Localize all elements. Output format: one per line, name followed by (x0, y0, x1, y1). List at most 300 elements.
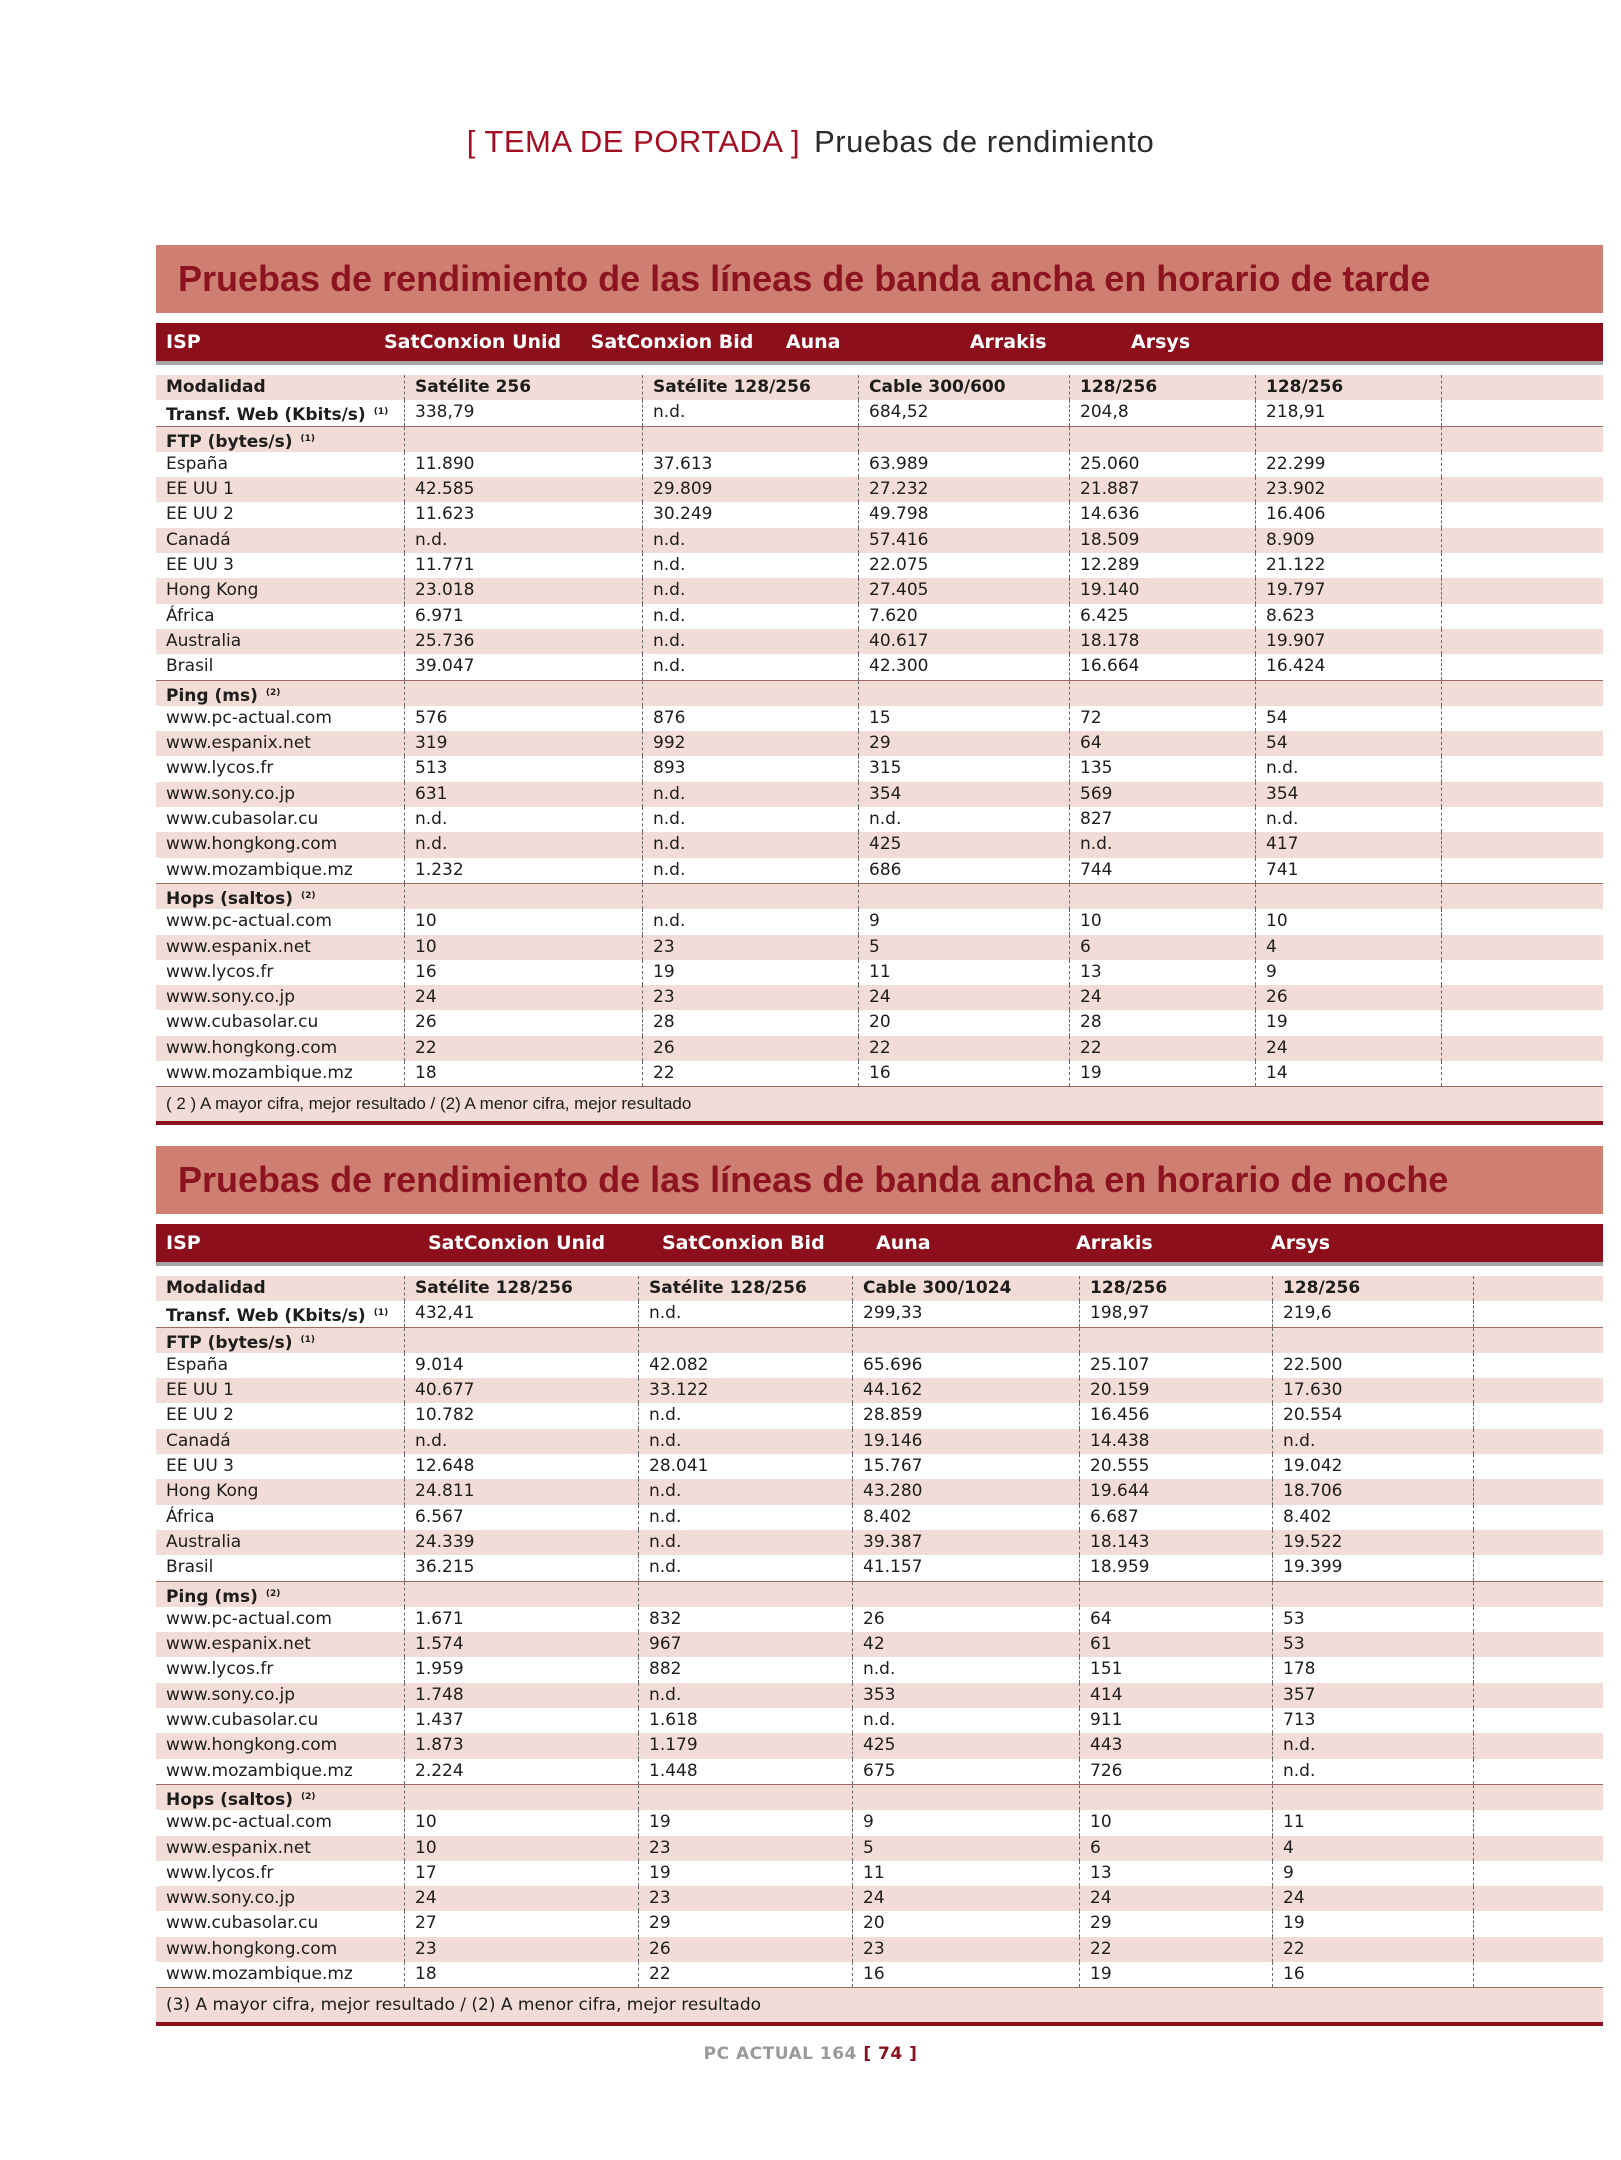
table-row (156, 1886, 1603, 1911)
row-label (156, 1555, 404, 1580)
table-cell: 8.909 (1255, 528, 1441, 553)
table-cell: 9 (1255, 960, 1441, 985)
row-label-text: Modalidad (166, 1278, 266, 1298)
row-label (156, 909, 404, 934)
row-label-text: Hong Kong (166, 1481, 259, 1502)
table-row (156, 756, 1603, 781)
column-header: SatConxion Unid (384, 331, 562, 353)
row-label-text: Transf. Web (Kbits/s) (166, 405, 366, 426)
row-label-text: Canadá (166, 1430, 231, 1451)
table-cell: 1.959 (404, 1657, 638, 1682)
table-cell: 713 (1272, 1708, 1473, 1733)
table-cell: 4 (1255, 935, 1441, 960)
table-cell: n.d. (642, 604, 858, 629)
row-label-text: Hops (saltos) (166, 1789, 293, 1810)
row-label (156, 1454, 404, 1479)
table-row (156, 578, 1603, 603)
table-footnote: ( 2 ) A mayor cifra, mejor resultado / (2) A menor cifra, mejor resultado (156, 1086, 1603, 1125)
table-cell: 15 (858, 706, 1069, 731)
row-label-text: www.pc-actual.com (166, 911, 332, 932)
empty-cell (1441, 1061, 1603, 1086)
table-cell: n.d. (638, 1479, 852, 1504)
empty-cell (1473, 1378, 1603, 1403)
table-row (156, 807, 1603, 832)
row-label (156, 1429, 404, 1454)
table-cell: n.d. (642, 578, 858, 603)
table-cell: n.d. (642, 807, 858, 832)
table-cell: n.d. (638, 1555, 852, 1580)
table-cell: 354 (1255, 782, 1441, 807)
row-label-text: www.pc-actual.com (166, 707, 332, 728)
table-cell: 11 (852, 1861, 1079, 1886)
empty-cell (1441, 681, 1603, 706)
row-label-text: www.pc-actual.com (166, 1812, 332, 1833)
table-cell: 876 (642, 706, 858, 731)
table-cell: 25.060 (1069, 452, 1255, 477)
footnote-ref: (2) (301, 890, 316, 901)
empty-cell (1441, 427, 1603, 452)
empty-cell (1473, 1911, 1603, 1936)
row-label (156, 935, 404, 960)
table-cell: n.d. (642, 858, 858, 883)
row-label (156, 1657, 404, 1682)
table-cell: 1.232 (404, 858, 642, 883)
table-cell: 675 (852, 1759, 1079, 1784)
row-label (156, 477, 404, 502)
table-cell: n.d. (852, 1708, 1079, 1733)
row-label (156, 553, 404, 578)
row-label (156, 1301, 404, 1326)
empty-cell (1441, 604, 1603, 629)
table-cell: 19.907 (1255, 629, 1441, 654)
empty-cell (1441, 756, 1603, 781)
table-cell: n.d. (1272, 1429, 1473, 1454)
table-cell: 10 (1079, 1810, 1272, 1835)
table-cell: 893 (642, 756, 858, 781)
table-title: Pruebas de rendimiento de las líneas de banda ancha en horario de tarde (156, 245, 1603, 313)
page-footer (0, 2044, 1621, 2064)
table-cell: n.d. (642, 629, 858, 654)
table-cell (1272, 1328, 1473, 1353)
table-cell: 53 (1272, 1607, 1473, 1632)
table-cell: 6.687 (1079, 1505, 1272, 1530)
row-label-text: www.hongkong.com (166, 1938, 338, 1959)
footnote-ref: (1) (373, 1308, 389, 1319)
empty-cell (1473, 1836, 1603, 1861)
table-cell (1272, 1582, 1473, 1607)
table-cell: 29 (1079, 1911, 1272, 1936)
empty-cell (1441, 985, 1603, 1010)
table-cell: 23 (642, 985, 858, 1010)
table-cell: 744 (1069, 858, 1255, 883)
table-cell: 22.299 (1255, 452, 1441, 477)
empty-cell (1441, 528, 1603, 553)
row-label (156, 681, 404, 706)
table-cell: 30.249 (642, 502, 858, 527)
table-cell: 23.902 (1255, 477, 1441, 502)
table-header (156, 1224, 1603, 1266)
row-label-text: EE UU 2 (166, 504, 234, 525)
table-cell: 14 (1255, 1061, 1441, 1086)
table-cell: 218,91 (1255, 400, 1441, 425)
table-row (156, 1378, 1603, 1403)
row-label (156, 427, 404, 452)
table-cell: 27.405 (858, 578, 1069, 603)
table-cell: n.d. (642, 909, 858, 934)
row-label-text: www.lycos.fr (166, 758, 274, 779)
empty-cell (1441, 452, 1603, 477)
table-row (156, 1785, 1603, 1810)
table-cell: 20.554 (1272, 1403, 1473, 1428)
empty-cell (1441, 858, 1603, 883)
table-cell: n.d. (638, 1505, 852, 1530)
table-cell: 13 (1069, 960, 1255, 985)
row-label-text: www.cubasolar.cu (166, 1913, 319, 1934)
footnote-ref: (2) (265, 687, 281, 698)
table-cell: 40.617 (858, 629, 1069, 654)
table-row (156, 1061, 1603, 1086)
table-cell: 19 (638, 1861, 852, 1886)
row-label-text: EE UU 2 (166, 1405, 234, 1426)
row-label-text: www.mozambique.mz (166, 859, 353, 880)
table-cell: 39.387 (852, 1530, 1079, 1555)
row-label-text: www.sony.co.jp (166, 783, 295, 804)
table-cell: 198,97 (1079, 1301, 1272, 1326)
footnote-ref: (2) (265, 1588, 281, 1599)
table-cell: 10.782 (404, 1403, 638, 1428)
table-row (156, 1479, 1603, 1504)
table-cell (638, 1785, 852, 1810)
row-label (156, 604, 404, 629)
table-row (156, 1657, 1603, 1682)
table-cell: 6 (1069, 935, 1255, 960)
table-cell: 23 (642, 935, 858, 960)
row-label-text: www.pc-actual.com (166, 1608, 332, 1629)
table-row (156, 1810, 1603, 1835)
table-cell: 23 (852, 1937, 1079, 1962)
row-label (156, 1836, 404, 1861)
table-cell: 19 (642, 960, 858, 985)
table-cell: Satélite 128/256 (642, 375, 858, 400)
table-cell: 20.159 (1079, 1378, 1272, 1403)
table-cell: 9 (858, 909, 1069, 934)
table-body (156, 1276, 1603, 1987)
table-cell: 64 (1079, 1607, 1272, 1632)
table-cell: 11.771 (404, 553, 642, 578)
row-label-text: www.cubasolar.cu (166, 1710, 319, 1731)
table-cell: 21.887 (1069, 477, 1255, 502)
table-cell: 19 (1272, 1911, 1473, 1936)
table-cell: 13 (1079, 1861, 1272, 1886)
table-cell (1255, 884, 1441, 909)
table-cell: 18 (404, 1061, 642, 1086)
table-cell (858, 681, 1069, 706)
row-label (156, 884, 404, 909)
row-label (156, 706, 404, 731)
table-cell: 28 (642, 1010, 858, 1035)
table-cell: 25.107 (1079, 1353, 1272, 1378)
empty-cell (1473, 1276, 1603, 1301)
table-cell: n.d. (642, 400, 858, 425)
table-row (156, 1555, 1603, 1581)
table-cell: 10 (404, 1836, 638, 1861)
table-cell: 4 (1272, 1836, 1473, 1861)
table-cell: 11 (1272, 1810, 1473, 1835)
row-label (156, 502, 404, 527)
empty-cell (1473, 1301, 1603, 1326)
table-cell: n.d. (404, 832, 642, 857)
table-cell: 18.959 (1079, 1555, 1272, 1580)
row-label (156, 1010, 404, 1035)
table-cell: 26 (1255, 985, 1441, 1010)
table-cell: Satélite 128/256 (638, 1276, 852, 1301)
table-cell: 24 (1272, 1886, 1473, 1911)
empty-cell (1473, 1403, 1603, 1428)
table-cell: 19 (1255, 1010, 1441, 1035)
row-label (156, 985, 404, 1010)
table-row (156, 1607, 1603, 1632)
table-cell: 22 (642, 1061, 858, 1086)
table-row (156, 1454, 1603, 1479)
table-cell: 63.989 (858, 452, 1069, 477)
table-row (156, 553, 1603, 578)
row-label (156, 1937, 404, 1962)
table-cell: 19.146 (852, 1429, 1079, 1454)
empty-cell (1473, 1810, 1603, 1835)
row-label-text: África (166, 605, 215, 626)
table-cell: 18.706 (1272, 1479, 1473, 1504)
table-cell: 319 (404, 731, 642, 756)
row-label (156, 1632, 404, 1657)
table-cell: 26 (404, 1010, 642, 1035)
row-label-text: www.espanix.net (166, 1634, 311, 1655)
table-cell: 24 (404, 1886, 638, 1911)
table-cell: 14.636 (1069, 502, 1255, 527)
table-cell: 19.797 (1255, 578, 1441, 603)
table-row (156, 427, 1603, 452)
column-header: Arsys (1131, 331, 1191, 353)
table-cell: 61 (1079, 1632, 1272, 1657)
table-row (156, 1301, 1603, 1327)
table-cell: 24 (858, 985, 1069, 1010)
table-cell: 22.500 (1272, 1353, 1473, 1378)
table-cell: 23.018 (404, 578, 642, 603)
empty-cell (1473, 1708, 1603, 1733)
table-row (156, 1759, 1603, 1785)
table-cell: 27 (404, 1911, 638, 1936)
table-cell: 7.620 (858, 604, 1069, 629)
row-label-text: www.hongkong.com (166, 1735, 338, 1756)
table-cell: 33.122 (638, 1378, 852, 1403)
row-label-text: www.mozambique.mz (166, 1964, 353, 1985)
empty-cell (1473, 1733, 1603, 1758)
row-label-text: Brasil (166, 656, 214, 677)
table-cell: n.d. (638, 1301, 852, 1326)
table-cell: 128/256 (1255, 375, 1441, 400)
table-cell: 219,6 (1272, 1301, 1473, 1326)
table-cell: 19.140 (1069, 578, 1255, 603)
running-header (0, 124, 1621, 160)
row-label (156, 1810, 404, 1835)
table-cell: 5 (852, 1836, 1079, 1861)
table-cell: 43.280 (852, 1479, 1079, 1504)
table-cell: 65.696 (852, 1353, 1079, 1378)
row-label (156, 1759, 404, 1784)
row-label (156, 1785, 404, 1810)
row-label-text: Hong Kong (166, 580, 259, 601)
row-label-text: Canadá (166, 529, 231, 550)
row-label (156, 731, 404, 756)
table-cell: 16 (852, 1962, 1079, 1987)
table-cell: 54 (1255, 731, 1441, 756)
table-cell: 16 (858, 1061, 1069, 1086)
row-label (156, 1733, 404, 1758)
table-cell: 338,79 (404, 400, 642, 425)
table-cell: 24.811 (404, 1479, 638, 1504)
row-label-text: Hops (saltos) (166, 888, 293, 909)
table-cell: 686 (858, 858, 1069, 883)
table-row (156, 1530, 1603, 1555)
table-cell: 832 (638, 1607, 852, 1632)
table-cell: 40.677 (404, 1378, 638, 1403)
footnote-ref: (1) (373, 407, 389, 418)
row-label-text: www.cubasolar.cu (166, 809, 319, 830)
table-row (156, 502, 1603, 527)
footnote-ref: (1) (300, 1334, 315, 1345)
table-cell: 684,52 (858, 400, 1069, 425)
footnote-ref: (2) (301, 1791, 316, 1802)
row-label-text: FTP (bytes/s) (166, 1332, 293, 1353)
table-cell: 5 (858, 935, 1069, 960)
row-label-text: Ping (ms) (166, 1586, 258, 1607)
table-cell: 53 (1272, 1632, 1473, 1657)
empty-cell (1473, 1530, 1603, 1555)
table-row (156, 782, 1603, 807)
table-cell: 22.075 (858, 553, 1069, 578)
table-cell: 28.859 (852, 1403, 1079, 1428)
row-label (156, 528, 404, 553)
table-row (156, 681, 1603, 706)
row-label (156, 832, 404, 857)
table-footnote: (3) A mayor cifra, mejor resultado / (2) A menor cifra, mejor resultado (156, 1987, 1603, 2026)
table-cell (642, 681, 858, 706)
table-cell: 57.416 (858, 528, 1069, 553)
table-cell: 576 (404, 706, 642, 731)
table-cell: 19.644 (1079, 1479, 1272, 1504)
table-cell: n.d. (642, 528, 858, 553)
table-cell: 1.748 (404, 1683, 638, 1708)
row-label (156, 1582, 404, 1607)
row-label-text: www.mozambique.mz (166, 1760, 353, 1781)
table-cell: 11.890 (404, 452, 642, 477)
table-cell: n.d. (1272, 1759, 1473, 1784)
table-cell: 36.215 (404, 1555, 638, 1580)
table-cell: n.d. (1272, 1733, 1473, 1758)
table-row (156, 731, 1603, 756)
table-cell: n.d. (1069, 832, 1255, 857)
row-label (156, 1061, 404, 1086)
table-cell (1079, 1785, 1272, 1810)
table-cell (1079, 1328, 1272, 1353)
table-cell: n.d. (858, 807, 1069, 832)
row-label-text: Modalidad (166, 377, 266, 397)
table-cell: 8.623 (1255, 604, 1441, 629)
empty-cell (1441, 578, 1603, 603)
row-label-text: FTP (bytes/s) (166, 431, 293, 452)
table-cell: 24 (1255, 1036, 1441, 1061)
table-cell (404, 1328, 638, 1353)
row-label (156, 782, 404, 807)
column-header: SatConxion Unid (428, 1232, 606, 1254)
table-cell: 37.613 (642, 452, 858, 477)
row-label-text: www.mozambique.mz (166, 1063, 353, 1084)
table-row (156, 884, 1603, 909)
table-cell (638, 1582, 852, 1607)
row-label (156, 1378, 404, 1403)
table-row (156, 1683, 1603, 1708)
table-cell: 21.122 (1255, 553, 1441, 578)
empty-cell (1473, 1479, 1603, 1504)
table-cell: 22 (1079, 1937, 1272, 1962)
row-label-text: www.sony.co.jp (166, 1684, 295, 1705)
table-cell (404, 1785, 638, 1810)
column-header: Arsys (1271, 1232, 1331, 1254)
row-label-text: España (166, 1354, 228, 1375)
table-row (156, 706, 1603, 731)
table-cell (852, 1328, 1079, 1353)
table-cell: 16.664 (1069, 654, 1255, 679)
table-cell: n.d. (852, 1657, 1079, 1682)
row-label-text: EE UU 3 (166, 555, 234, 576)
table-row (156, 604, 1603, 629)
table-cell: 1.448 (638, 1759, 852, 1784)
table-row (156, 1861, 1603, 1886)
table-cell: 1.437 (404, 1708, 638, 1733)
table-cell: 20 (852, 1911, 1079, 1936)
table-cell: 19 (638, 1810, 852, 1835)
table-cell: Cable 300/600 (858, 375, 1069, 400)
empty-cell (1441, 884, 1603, 909)
row-label (156, 1505, 404, 1530)
empty-cell (1441, 832, 1603, 857)
table-cell: 354 (858, 782, 1069, 807)
table-cell (638, 1328, 852, 1353)
table-cell: 128/256 (1272, 1276, 1473, 1301)
table-cell: 10 (1255, 909, 1441, 934)
empty-cell (1441, 375, 1603, 400)
row-label (156, 756, 404, 781)
table-cell: 72 (1069, 706, 1255, 731)
row-label-text: www.espanix.net (166, 733, 311, 754)
section-subtitle: Pruebas de rendimiento (814, 124, 1155, 159)
row-label (156, 400, 404, 425)
empty-cell (1473, 1454, 1603, 1479)
table-cell: Cable 300/1024 (852, 1276, 1079, 1301)
empty-cell (1473, 1937, 1603, 1962)
row-label (156, 807, 404, 832)
table-cell (404, 1582, 638, 1607)
row-label (156, 1683, 404, 1708)
empty-cell (1473, 1582, 1603, 1607)
table-row (156, 1937, 1603, 1962)
table-cell: 29 (858, 731, 1069, 756)
empty-cell (1473, 1759, 1603, 1784)
table-block-noche (156, 1146, 1603, 2026)
row-label-text: Australia (166, 1531, 242, 1552)
row-label (156, 1607, 404, 1632)
table-cell: 9 (852, 1810, 1079, 1835)
table-cell: 18.143 (1079, 1530, 1272, 1555)
